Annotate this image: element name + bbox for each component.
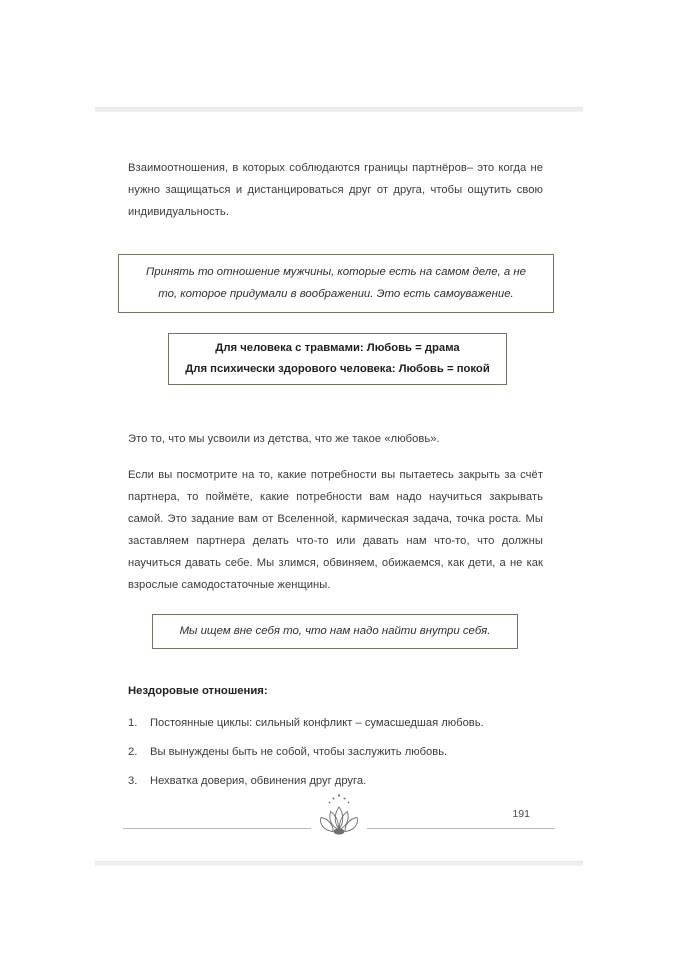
list-item-number: 2. [128, 746, 138, 759]
quote-line: Принять то отношение мужчины, которые есть на самом деле, а не [146, 266, 526, 279]
list-item-label: Нехватка доверия, обвинения друг друга. [150, 775, 367, 788]
quote-box-inner-search [152, 614, 518, 649]
quote-line: то, которое придумали в воображении. Это есть самоуважение. [158, 287, 514, 300]
quote-line: Мы ищем вне себя то, что нам надо найти внутри себя. [179, 624, 491, 637]
lotus-flower-icon [307, 790, 371, 842]
footer-rule-divider [95, 861, 583, 866]
section-heading: Нездоровые отношения: [128, 685, 268, 698]
list-item-label: Вы вынуждены быть не собой, чтобы заслужить любовь. [150, 746, 448, 759]
header-rule [95, 107, 583, 112]
unhealthy-relationships-list [128, 715, 543, 789]
footer-rule-right [367, 828, 555, 829]
list-item [128, 715, 543, 732]
paragraph-needs: Если вы посмотрите на то, какие потребности вы пытаетесь закрыть за счёт партнера, то поймёте, какие потребности вам надо научиться закрывать самой. Это задание вам от Вселенной, кармическая задача, точка роста. Мы заставляем партнера делать что-то или давать нам что-то, что должны научиться давать себе. Мы злимся, обвиняем, обижаемся, как дети, а не как взрослые самодостаточные женщины. [128, 469, 543, 591]
footer-rule-left [123, 828, 311, 829]
list-item-number: 3. [128, 775, 138, 788]
quote-line: Для человека с травмами: Любовь = драма [215, 341, 460, 354]
quote-box-self-respect [118, 254, 554, 313]
list-item-label: Постоянные циклы: сильный конфликт – сумасшедшая любовь. [150, 717, 484, 730]
page-footer [95, 790, 583, 850]
paragraph-intro: Взаимоотношения, в которых соблюдаются границы партнёров– это когда не нужно защищаться и дистанцироваться друг от друга, чтобы ощутить свою индивидуальность. [128, 162, 543, 218]
paragraph-childhood: Это то, что мы усвоили из детства, что же такое «любовь». [128, 432, 440, 445]
list-item [128, 773, 543, 790]
page-number: 191 [512, 808, 530, 820]
list-item-number: 1. [128, 717, 138, 730]
quote-line: Для психически здорового человека: Любовь = покой [185, 363, 490, 375]
list-item [128, 744, 543, 761]
quote-box-love-definition [168, 333, 507, 385]
